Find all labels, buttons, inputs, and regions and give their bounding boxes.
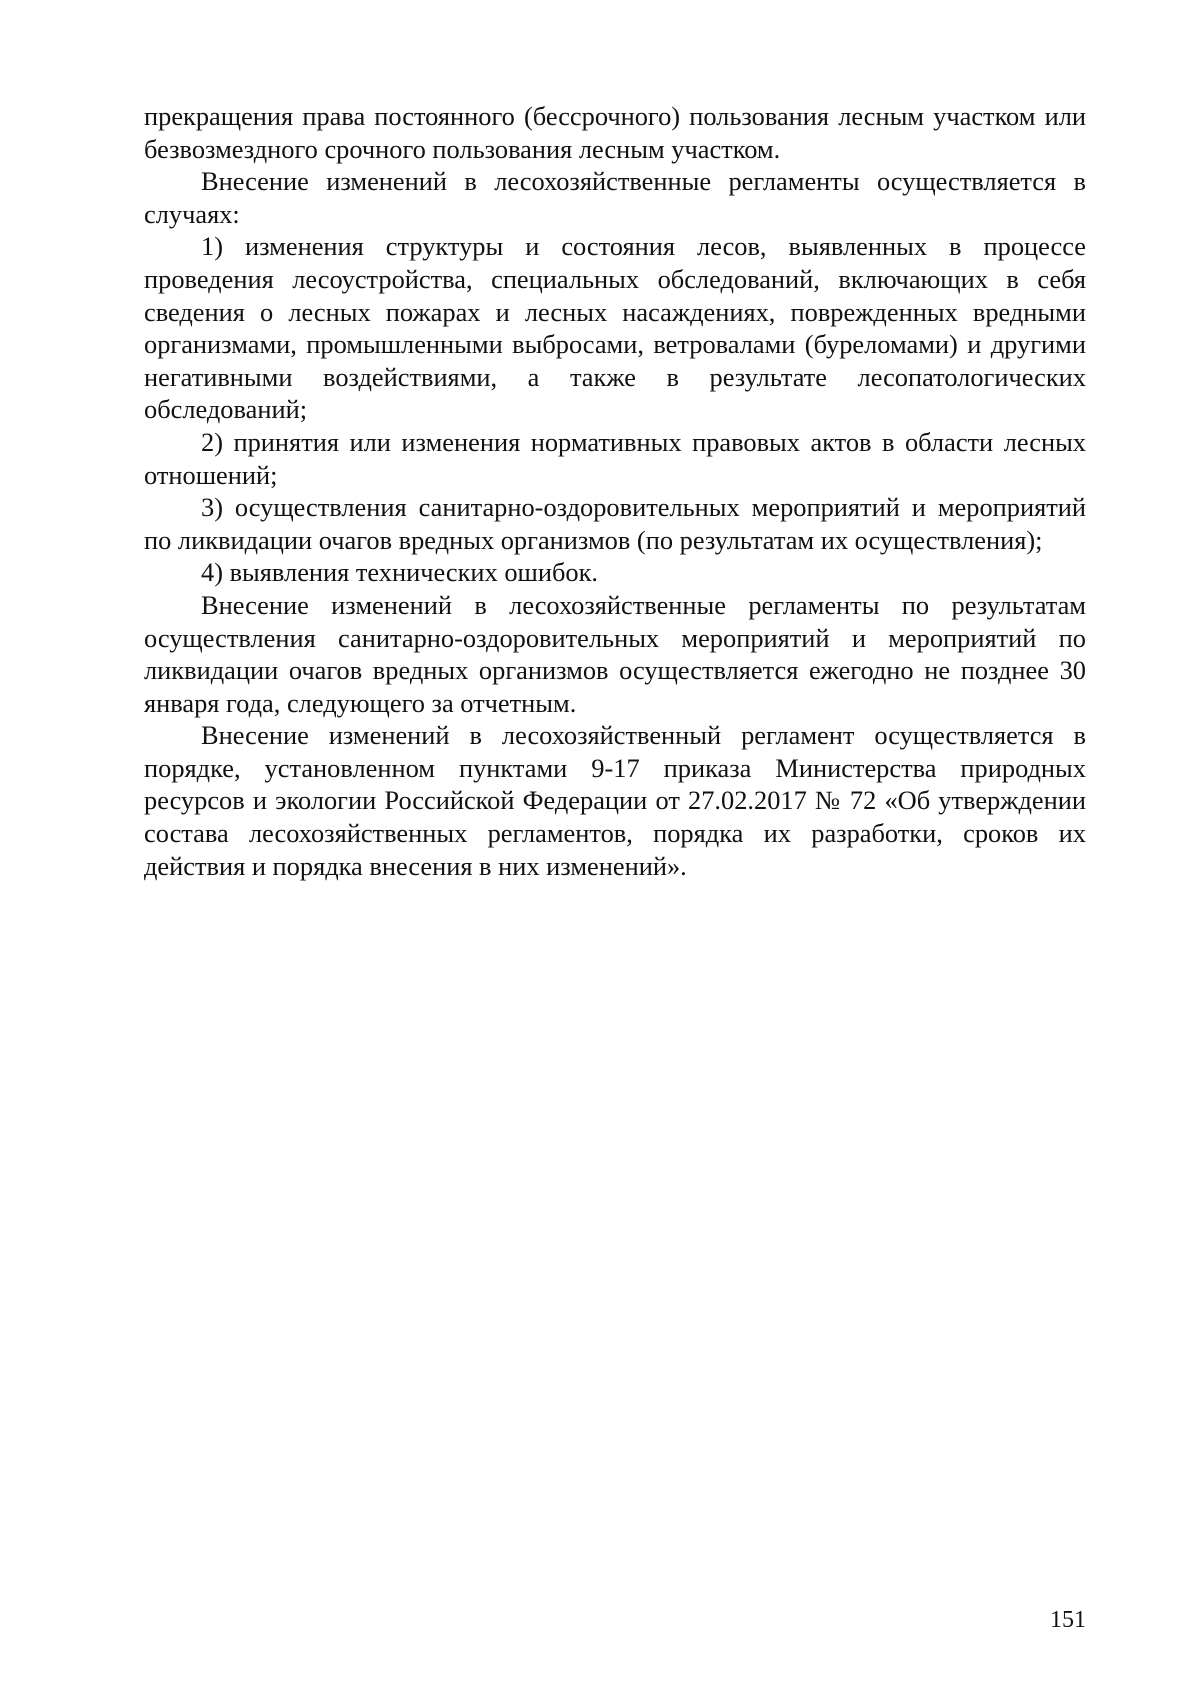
paragraph-amendment-procedure: Внесение изменений в лесохозяйственный регламент осуществляется в порядке, установленном пунктами 9-17 приказа Министерства природных ресурсов и экологии Российской Федерации от 27.02.2017 № 72 «Об утверждении состава лесохозяйственных регламентов, порядка их разработки, сроков их действия и порядка внесения в них изменений». <box>144 720 1086 881</box>
list-item-2: 2) принятия или изменения нормативных правовых актов в области лесных отношений; <box>144 426 1086 490</box>
list-item-4: 4) выявления технических ошибок. <box>201 557 599 588</box>
document-body <box>144 100 1086 882</box>
page-number: 151 <box>1050 1607 1086 1633</box>
list-item-1: 1) изменения структуры и состояния лесов, выявленных в процессе проведения лесоустройства, специальных обследований, включающих в себя сведения о лесных пожарах и лесных насаждениях, поврежденных вредными организмами, промышленными выбросами, ветровалами (буреломами) и другими негативными воздействиями, а также в результате лесопатологических обследований; <box>144 231 1086 425</box>
paragraph-amendment-cases-intro: Внесение изменений в лесохозяйственные регламенты осуществляется в случаях: <box>144 166 1086 229</box>
list-item-3: 3) осуществления санитарно-оздоровительных мероприятий и мероприятий по ликвидации очагов вредных организмов (по результатам их осуществления); <box>144 492 1086 555</box>
paragraph-continuation: прекращения права постоянного (бессрочного) пользования лесным участком или безвозмездного срочного пользования лесным участком. <box>144 101 1086 164</box>
paragraph-annual-amendment: Внесение изменений в лесохозяйственные регламенты по результатам осуществления санитарно-оздоровительных мероприятий и мероприятий по ликвидации очагов вредных организмов осуществляется ежегодно не позднее 30 января года, следующего за отчетным. <box>144 589 1086 718</box>
